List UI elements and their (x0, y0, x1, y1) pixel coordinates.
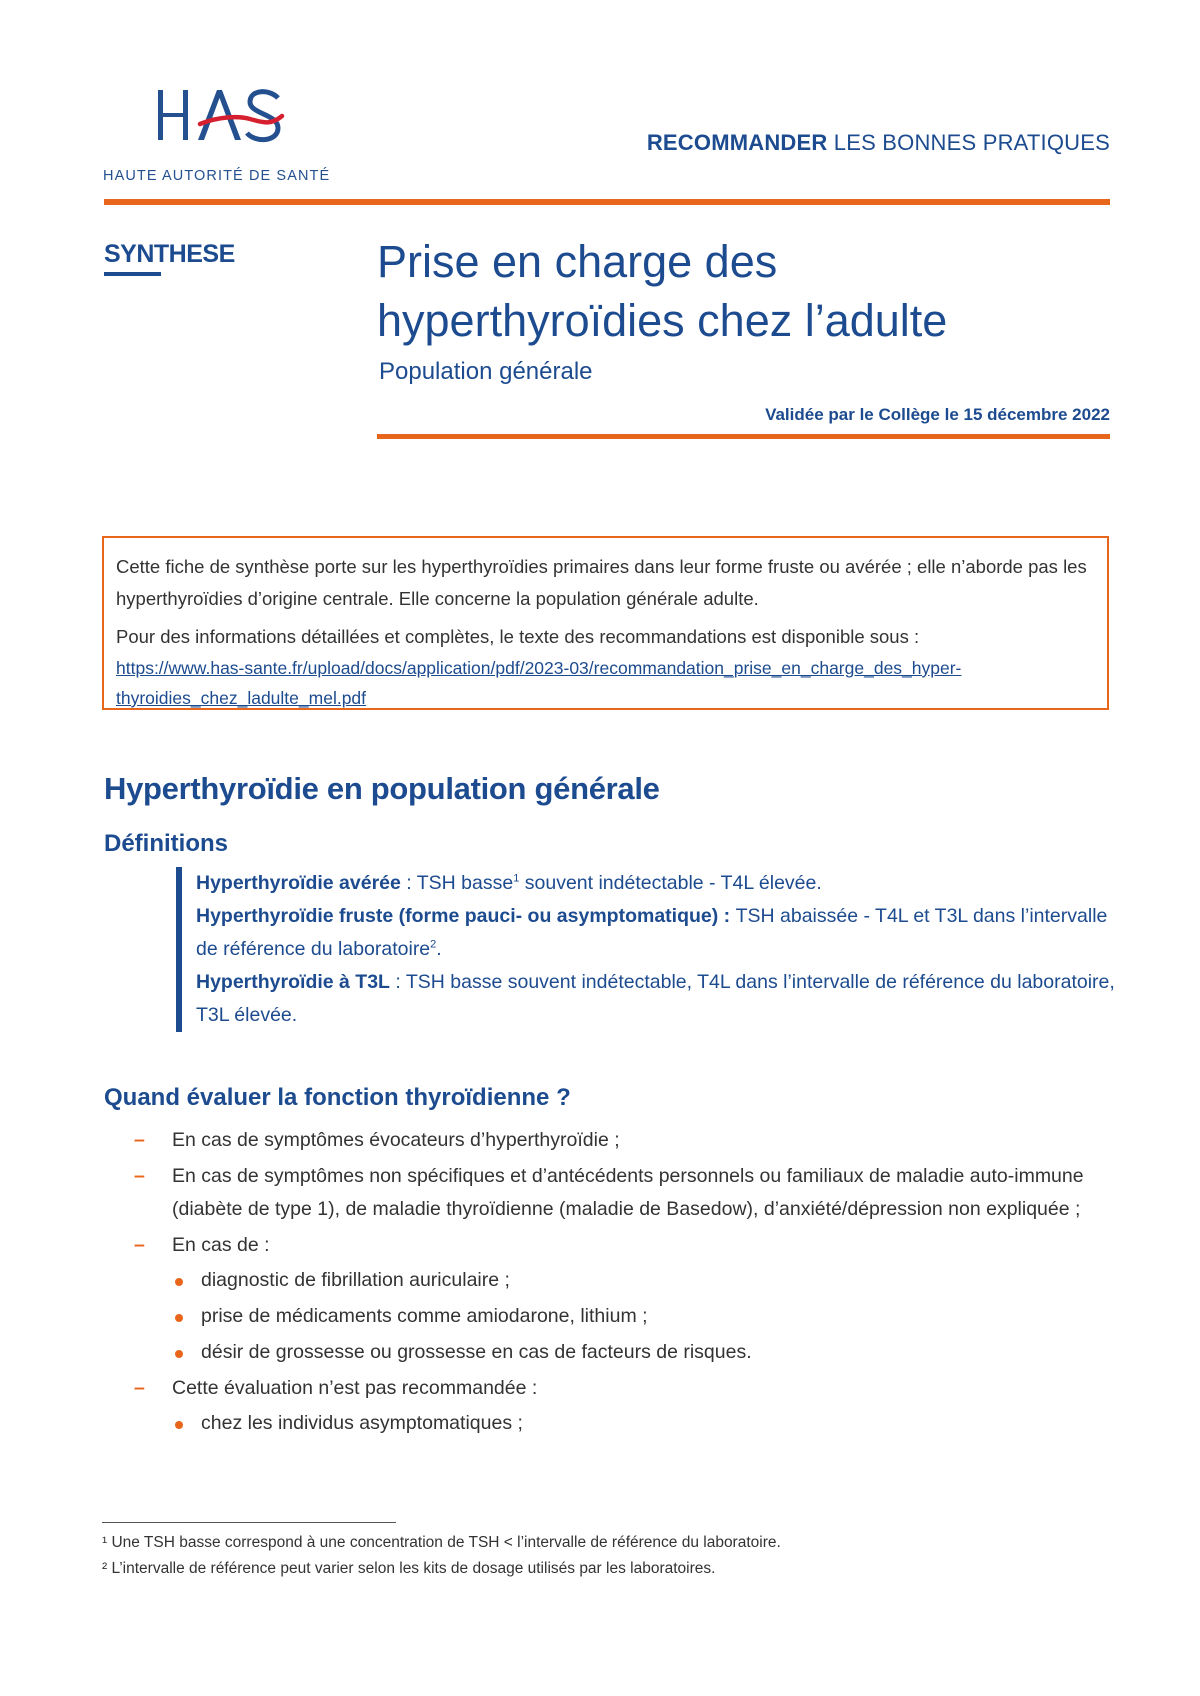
definition-sep: : (718, 905, 736, 927)
intro-paragraph-1: Cette fiche de synthèse porte sur les hyperthyroïdies primaires dans leur forme fruste ou avérée ; elle n’aborde pas les hyperthyroïdies d’origine centrale. Elle concerne la population générale adulte. (116, 556, 1087, 609)
title-divider (377, 434, 1110, 439)
definition-sep: : (400, 872, 417, 894)
page-title-line2: hyperthyroïdies chez l’adulte (377, 295, 948, 346)
sub-list-item-text: désir de grossesse ou grossesse en cas de facteurs de risques. (201, 1341, 752, 1363)
sub-list-item (172, 1300, 1114, 1333)
sub-list-item-text: chez les individus asymptomatiques ; (201, 1412, 523, 1434)
list-item (104, 1124, 1114, 1157)
bullet-icon (175, 1350, 183, 1358)
validation-date: Validée par le Collège le 15 décembre 2022 (765, 405, 1110, 424)
section-heading: Hyperthyroïdie en population générale (104, 771, 660, 806)
definition-term: Hyperthyroïdie fruste (forme pauci- ou asymptomatique) (196, 905, 719, 927)
intro-box (102, 536, 1109, 710)
tagline-bold: RECOMMANDER (646, 130, 828, 155)
sub-list-item-text: prise de médicaments comme amiodarone, lithium ; (201, 1305, 648, 1327)
logo-subtitle: HAUTE AUTORITÉ DE SANTÉ (103, 168, 331, 184)
dash-icon: – (134, 1234, 145, 1256)
list-item-text: Cette évaluation n’est pas recommandée : (172, 1377, 538, 1399)
definition-term: Hyperthyroïdie avérée (196, 872, 401, 894)
quand-list (104, 1124, 1114, 1443)
recommendation-link[interactable] (116, 653, 1095, 713)
dash-icon: – (134, 1165, 145, 1187)
intro-paragraph-2 (116, 621, 1095, 713)
has-logo-mark (100, 86, 360, 166)
sub-list-item (172, 1336, 1114, 1369)
sub-list-item (172, 1264, 1114, 1297)
page-subtitle: Population générale (379, 358, 593, 385)
footnote-1: ¹ Une TSH basse correspond à une concentration de TSH < l’intervalle de référence du laboratoire. (102, 1534, 781, 1551)
sub-list-item (172, 1407, 1114, 1440)
list-item (104, 1229, 1114, 1369)
definition-item (196, 900, 1131, 966)
quand-heading: Quand évaluer la fonction thyroïdienne ? (104, 1084, 571, 1111)
list-item (104, 1160, 1114, 1226)
page-title-line1: Prise en charge des (377, 236, 778, 287)
intro-paragraph-2-text: Pour des informations détaillées et complètes, le texte des recommandations est disponible sous : (116, 626, 920, 647)
header-divider (104, 199, 1110, 205)
dash-icon: – (134, 1129, 145, 1151)
definition-text: TSH basse souvent indétectable, T4L dans l’intervalle de référence du laboratoire, T3L élevée. (196, 971, 1115, 1026)
dash-icon: – (134, 1377, 145, 1399)
definition-sep: : (389, 971, 406, 993)
page-title (377, 232, 1097, 350)
definition-text-cont: . (436, 938, 442, 960)
definition-text: TSH abaissée - T4L et T3L dans l’intervalle de référence du laboratoire (196, 905, 1108, 960)
definition-text-cont: souvent indétectable - T4L élevée. (519, 872, 822, 894)
definition-term: Hyperthyroïdie à T3L (196, 971, 390, 993)
definition-text: TSH basse (416, 872, 514, 894)
bullet-icon (175, 1278, 183, 1286)
tagline-rest: LES BONNES PRATIQUES (827, 130, 1110, 155)
footnote-ref: 2 (430, 938, 437, 951)
footnote-2: ² L’intervalle de référence peut varier selon les kits de dosage utilisés par les laboratoires. (102, 1560, 716, 1577)
document-type-label: SYNTHESE (104, 240, 235, 268)
list-item-text: En cas de symptômes évocateurs d’hyperthyroïdie ; (172, 1129, 620, 1151)
footnote-divider (102, 1522, 396, 1523)
footnotes (102, 1530, 781, 1582)
recommendation-link-line2: thyroidies_chez_ladulte_mel.pdf (116, 688, 367, 708)
list-item-text: En cas de : (172, 1234, 270, 1256)
tagline (647, 130, 1110, 156)
sub-list-item-text: diagnostic de fibrillation auriculaire ; (201, 1269, 510, 1291)
bullet-icon (175, 1314, 183, 1322)
sub-list (172, 1407, 1114, 1440)
bullet-icon (175, 1421, 183, 1429)
footnote-ref: 1 (513, 872, 520, 885)
definition-item (196, 867, 1131, 900)
definitions-heading: Définitions (104, 830, 228, 857)
definition-item (196, 966, 1131, 1032)
list-item (104, 1372, 1114, 1440)
list-item-text: En cas de symptômes non spécifiques et d’antécédents personnels ou familiaux de maladie auto-immune (diabète de type 1), de maladie thyroïdienne (maladie de Basedow), d’anxiété/dépression non expliquée ; (172, 1165, 1084, 1220)
definitions-block (176, 867, 1131, 1032)
sub-list (172, 1264, 1114, 1369)
recommendation-link-line1: https://www.has-sante.fr/upload/docs/application/pdf/2023-03/recommandation_prise_en_charge_des_hyper- (116, 658, 962, 678)
document-type-underline (104, 272, 161, 276)
